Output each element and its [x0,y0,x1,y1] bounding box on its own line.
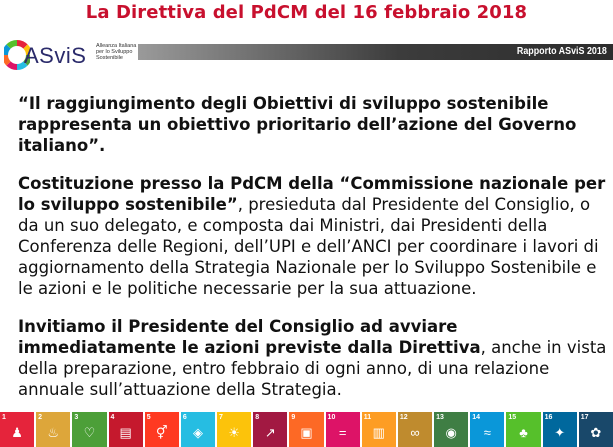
gender-icon: ⚥ [155,425,168,440]
header-bar [0,34,613,76]
sdg-goal-8 [253,412,287,447]
water-drop-icon: ◈ [192,425,203,440]
sdg-goal-number: 14 [472,414,481,421]
flower-icon: ✿ [590,425,602,440]
sdg-goal-number: 15 [508,414,517,421]
sdg-goal-number: 4 [110,414,115,421]
sdg-goal-9 [289,412,323,447]
city-icon: ▥ [372,425,385,440]
page-title: La Direttiva del PdCM del 16 febbraio 2018 [85,2,528,23]
sdg-goal-number: 10 [327,414,336,421]
sdg-goal-11 [362,412,396,447]
sdg-goal-number: 12 [399,414,408,421]
infinity-icon: ∞ [410,425,420,440]
sdg-goal-13 [434,412,468,447]
sdg-goal-number: 8 [255,414,260,421]
dove-icon: ✦ [554,425,566,440]
sun-icon: ☀ [228,425,240,440]
commission-paragraph [18,173,610,299]
fish-icon: ≈ [483,425,491,440]
sdg-goal-14 [470,412,504,447]
sdg-goal-number: 1 [2,414,6,421]
sdg-goal-12 [398,412,432,447]
sdg-goal-number: 5 [146,414,151,421]
sdg-goal-7 [217,412,251,447]
cubes-icon: ▣ [300,425,313,440]
commission-highlight: Costituzione presso la PdCM della “Commissione nazionale per lo sviluppo sostenibile” [18,174,606,214]
sdg-goal-number: 2 [38,414,43,421]
bowl-icon: ♨ [47,425,60,440]
sdg-goal-3 [72,412,106,447]
sdg-goal-number: 3 [74,414,79,421]
sdg-goal-number: 13 [436,414,444,421]
sdg-goal-16 [543,412,577,447]
commission-text: , presieduta dal Presidente del Consiglio, o da un suo delegato, e composta dai Ministri, dai Presidenti della Conferenza delle Regioni, dell’UPI e dell’ANCI per coordinare i lavori di aggiornamento della Strategia Nazionale per lo Sviluppo Sostenibile e le azioni e le politiche necessarie per la sua attuazione. [18,195,599,298]
report-label: Rapporto ASviS 2018 [517,45,607,57]
sdg-goal-15 [506,412,540,447]
sdg-goal-number: 7 [219,414,223,421]
logo-subtitle: Alleanza Italiana per lo Sviluppo Sostenibile [96,43,137,61]
sdg-goal-4 [109,412,143,447]
sdg-goal-17 [579,412,613,447]
logo-text: ASviS [24,43,87,68]
sdg-goal-10 [326,412,360,447]
book-icon: ▤ [119,425,132,440]
equality-icon: = [338,425,347,440]
asvis-logo [4,34,137,76]
invitation-text: , anche in vista della preparazione, entro febbraio di ogni anno, di una relazione annuale sull’attuazione della Strategia. [18,338,607,399]
growth-chart-icon: ↗ [264,425,276,440]
main-content [18,93,610,417]
sdg-goals-strip [0,412,613,447]
heartbeat-icon: ♡ [83,425,96,440]
sdg-goal-number: 11 [363,414,372,421]
family-icon: ♟ [11,425,23,440]
invitation-paragraph [18,316,610,400]
invitation-highlight: Invitiamo il Presidente del Consiglio ad avviare immediatamente le azioni previste dalla Direttiva [18,317,481,357]
tree-icon: ♣ [519,425,528,440]
report-band [138,44,613,60]
sdg-goal-number: 16 [544,414,553,421]
sdg-goal-1 [0,412,34,447]
eye-globe-icon: ◉ [445,425,457,440]
sdg-goal-number: 9 [291,414,296,421]
sdg-goal-2 [36,412,70,447]
quote-paragraph: “Il raggiungimento degli Obiettivi di sviluppo sostenibile rappresenta un obiettivo prioritario dell’azione del Governo italiano”. [18,94,577,155]
sdg-goal-number: 6 [182,414,187,421]
sdg-goal-number: 17 [580,414,589,421]
sdg-goal-5 [145,412,179,447]
sdg-goal-6 [181,412,215,447]
